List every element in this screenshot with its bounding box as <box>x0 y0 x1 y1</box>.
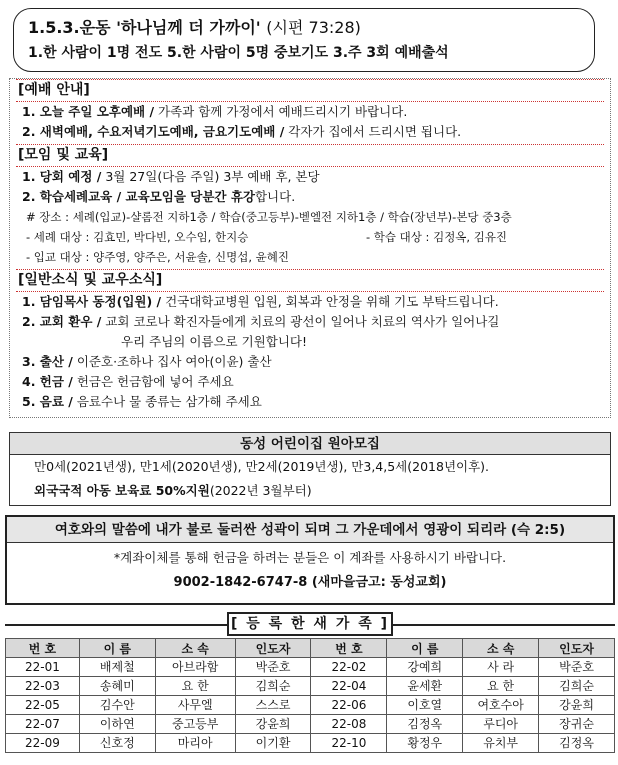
news-item: 4. 헌금 / 헌금은 헌금함에 넣어 주세요 <box>22 374 234 389</box>
table-cell: 요 한 <box>463 677 539 696</box>
table-cell: 사무엘 <box>155 696 235 715</box>
col-header: 인도자 <box>235 639 311 658</box>
table-cell: 22-06 <box>311 696 387 715</box>
table-cell: 22-02 <box>311 658 387 677</box>
new-family-registry <box>5 612 615 762</box>
news-item: 3. 출산 / 이준호·조하나 집사 여아(이윤) 출산 <box>22 354 272 369</box>
verse-text: 여호와의 말씀에 내가 불로 둘러싼 성곽이 되며 그 가운데에서 영광이 되리라 (슥 2:5) <box>7 517 613 543</box>
table-cell: 22-09 <box>6 734 80 753</box>
table-cell: 강윤희 <box>235 715 311 734</box>
table-cell: 강예희 <box>387 658 463 677</box>
news-item-continued: 우리 주님의 이름으로 기원합니다! <box>121 334 307 349</box>
news-item: 5. 음료 / 음료수나 물 종류는 삼가해 주세요 <box>22 394 262 409</box>
table-cell: 김희순 <box>539 677 615 696</box>
registry-header-row <box>6 639 615 658</box>
table-cell: 박준호 <box>539 658 615 677</box>
worship-item: 2. 새벽예배, 수요저녁기도예배, 금요기도예배 / 각자가 집에서 드리시면 됩니다. <box>22 124 462 139</box>
confirmation-list: - 입교 대상 : 양주영, 양주은, 서윤솔, 신명섭, 윤혜진 <box>26 250 289 264</box>
table-cell: 요 한 <box>155 677 235 696</box>
table-row <box>6 658 615 677</box>
table-cell: 장귀순 <box>539 715 615 734</box>
account-note: *계좌이체를 통해 헌금을 하려는 분들은 이 계좌를 사용하시기 바랍니다. <box>113 550 507 565</box>
campaign-goals: 1.한 사람이 1명 전도 5.한 사람이 5명 중보기도 3.주 3회 예배출석 <box>28 45 449 61</box>
table-cell: 여호수아 <box>463 696 539 715</box>
table-cell: 윤세환 <box>387 677 463 696</box>
news-item: 2. 교회 환우 / 교회 코로나 확진자들에게 치료의 광선이 일어나 치료의 역사가 일어나길 <box>22 314 500 329</box>
table-cell: 김수안 <box>79 696 155 715</box>
table-cell: 이호열 <box>387 696 463 715</box>
col-header: 소 속 <box>155 639 235 658</box>
meeting-item: 1. 당회 예정 / 3월 27일(다음 주일) 3부 예배 후, 본당 <box>22 169 320 184</box>
table-row <box>6 734 615 753</box>
worship-item: 1. 오늘 주일 오후예배 / 가족과 함께 가정에서 예배드리시기 바랍니다. <box>22 104 408 119</box>
table-cell: 송혜미 <box>79 677 155 696</box>
col-header: 이 름 <box>79 639 155 658</box>
col-header: 이 름 <box>387 639 463 658</box>
news-item: 1. 담임목사 동정(입원) / 건국대학교병원 입원, 회복과 안정을 위해 기도 부탁드립니다. <box>22 294 499 309</box>
col-header: 번 호 <box>311 639 387 658</box>
table-cell: 스스로 <box>235 696 311 715</box>
col-header: 번 호 <box>6 639 80 658</box>
worship-title: [예배 안내] <box>16 79 604 102</box>
account-number: 9002-1842-6747-8 (새마을금고: 동성교회) <box>173 575 447 590</box>
verse-box <box>5 515 615 605</box>
col-header: 인도자 <box>539 639 615 658</box>
table-row <box>6 677 615 696</box>
table-cell: 마리아 <box>155 734 235 753</box>
table-cell: 22-05 <box>6 696 80 715</box>
baptism-list: - 세례 대상 : 김효민, 박다빈, 오수임, 한지승 - 학습 대상 : 김정옥, 김유진 <box>26 230 508 244</box>
table-cell: 22-08 <box>311 715 387 734</box>
table-cell: 신호정 <box>79 734 155 753</box>
registry-title: [ 등 록 한 새 가 족 ] <box>227 612 393 636</box>
daycare-support: 외국국적 아동 보육료 50%지원(2022년 3월부터) <box>34 483 312 498</box>
table-cell: 황정우 <box>387 734 463 753</box>
meetings-title: [모임 및 교육] <box>16 144 604 167</box>
scripture-reference: (시편 73:28) <box>266 18 361 37</box>
meeting-item: 2. 학습세례교육 / 교육모임을 당분간 휴강합니다. <box>22 189 296 204</box>
worship-section <box>10 79 610 142</box>
table-cell: 배제철 <box>79 658 155 677</box>
table-cell: 22-07 <box>6 715 80 734</box>
table-cell: 22-01 <box>6 658 80 677</box>
campaign-header <box>13 8 595 72</box>
table-cell: 이기환 <box>235 734 311 753</box>
col-header: 소 속 <box>463 639 539 658</box>
news-section <box>10 269 610 412</box>
table-cell: 박준호 <box>235 658 311 677</box>
news-title: [일반소식 및 교우소식] <box>16 269 604 292</box>
table-cell: 김정옥 <box>539 734 615 753</box>
table-cell: 김희순 <box>235 677 311 696</box>
campaign-title-text: 1.5.3.운동 '하나님께 더 가까이' <box>28 18 261 37</box>
daycare-title: 동성 어린이집 원아모집 <box>10 433 610 455</box>
table-cell: 루디아 <box>463 715 539 734</box>
daycare-notice <box>9 432 611 506</box>
announcements-box <box>9 78 611 418</box>
table-cell: 중고등부 <box>155 715 235 734</box>
table-cell: 사 라 <box>463 658 539 677</box>
table-cell: 김정옥 <box>387 715 463 734</box>
table-cell: 유치부 <box>463 734 539 753</box>
education-places: # 장소 : 세례(입교)-샬롬전 지하1층 / 학습(중고등부)-벧엘전 지하1층 / 학습(장년부)-본당 중3층 <box>26 210 512 224</box>
table-cell: 22-03 <box>6 677 80 696</box>
daycare-ages: 만0세(2021년생), 만1세(2020년생), 만2세(2019년생), 만3,4,5세(2018년이후). <box>34 459 490 474</box>
table-row <box>6 696 615 715</box>
table-row <box>6 715 615 734</box>
table-cell: 강윤희 <box>539 696 615 715</box>
table-cell: 이하연 <box>79 715 155 734</box>
table-cell: 22-10 <box>311 734 387 753</box>
registry-table <box>5 638 615 753</box>
table-cell: 22-04 <box>311 677 387 696</box>
table-cell: 아브라함 <box>155 658 235 677</box>
meetings-section <box>10 144 610 267</box>
campaign-title <box>28 15 580 41</box>
